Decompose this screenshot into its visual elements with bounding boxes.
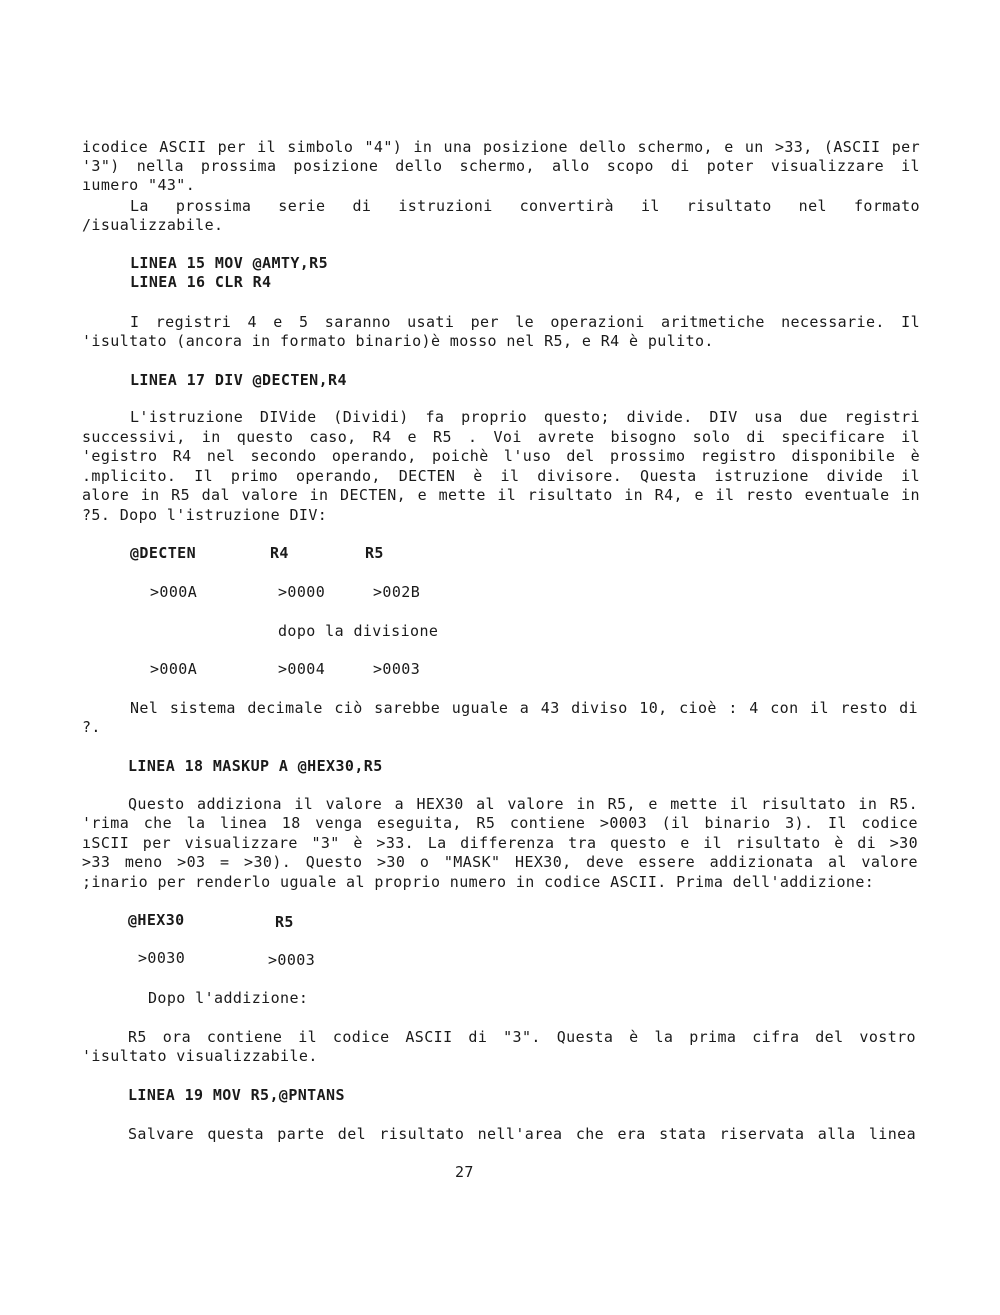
code-line: LINEA 15 MOV @AMTY,R5 bbox=[130, 254, 329, 272]
text-line: L'istruzione DIVide (Dividi) fa proprio questo; divide. DIV usa due registri bbox=[130, 408, 920, 426]
text-line: I registri 4 e 5 saranno usati per le operazioni aritmetiche necessarie. Il bbox=[130, 313, 920, 331]
table-header: R5 bbox=[275, 913, 294, 931]
code-line: LINEA 19 MOV R5,@PNTANS bbox=[128, 1086, 345, 1104]
table-cell: >0003 bbox=[268, 951, 316, 969]
table-cell: >002B bbox=[373, 583, 421, 601]
table-cell: >000A bbox=[150, 583, 198, 601]
code-line: LINEA 17 DIV @DECTEN,R4 bbox=[130, 371, 347, 389]
text-line: icodice ASCII per il simbolo "4") in una posizione dello schermo, e un >33, (ASCII per bbox=[82, 138, 920, 156]
text-line: 'isultato (ancora in formato binario)è mosso nel R5, e R4 è pulito. bbox=[82, 332, 714, 350]
table-header: R4 bbox=[270, 544, 289, 562]
text-line: '3") nella prossima posizione dello schermo, allo scopo di poter visualizzare il bbox=[82, 157, 920, 175]
code-line: LINEA 18 MASKUP A @HEX30,R5 bbox=[128, 757, 383, 775]
text-line: /isualizzabile. bbox=[82, 216, 224, 234]
text-line: R5 ora contiene il codice ASCII di "3". Questa è la prima cifra del vostro bbox=[128, 1028, 916, 1046]
text-line: ;inario per renderlo uguale al proprio numero in codice ASCII. Prima dell'addizione: bbox=[82, 873, 875, 891]
text-line: 'rima che la linea 18 venga eseguita, R5 contiene >0003 (il binario 3). Il codice bbox=[82, 814, 918, 832]
text-line: .mplicito. Il primo operando, DECTEN è il divisore. Questa istruzione divide il bbox=[82, 467, 920, 485]
table-header: @HEX30 bbox=[128, 911, 185, 929]
table-caption: dopo la divisione bbox=[278, 622, 439, 640]
table-header: @DECTEN bbox=[130, 544, 197, 562]
table-cell: >0003 bbox=[373, 660, 421, 678]
page-number: 27 bbox=[455, 1163, 474, 1181]
text-line: >33 meno >03 = >30). Questo >30 o "MASK" HEX30, deve essere addizionata al valore bbox=[82, 853, 918, 871]
text-line: Salvare questa parte del risultato nell'area che era stata riservata alla linea bbox=[128, 1125, 916, 1143]
table-cell: >0004 bbox=[278, 660, 326, 678]
text-line: ıSCII per visualizzare "3" è >33. La differenza tra questo e il risultato è di >30 bbox=[82, 834, 918, 852]
table-cell: >0030 bbox=[138, 949, 186, 967]
text-line: successivi, in questo caso, R4 e R5 . Voi avrete bisogno solo di specificare il bbox=[82, 428, 920, 446]
table-header: R5 bbox=[365, 544, 384, 562]
table-caption: Dopo l'addizione: bbox=[148, 989, 309, 1007]
text-line: 'isultato visualizzabile. bbox=[82, 1047, 318, 1065]
text-line: ?5. Dopo l'istruzione DIV: bbox=[82, 506, 328, 524]
text-line: 'egistro R4 nel secondo operando, poichè l'uso del prossimo registro disponibile è bbox=[82, 447, 920, 465]
table-cell: >000A bbox=[150, 660, 198, 678]
text-line: La prossima serie di istruzioni convertirà il risultato nel formato bbox=[130, 197, 920, 215]
table-cell: >0000 bbox=[278, 583, 326, 601]
text-line: ?. bbox=[82, 718, 101, 736]
text-line: alore in R5 dal valore in DECTEN, e mette il risultato in R4, e il resto eventuale in bbox=[82, 486, 920, 504]
text-line: Nel sistema decimale ciò sarebbe uguale a 43 diviso 10, cioè : 4 con il resto di bbox=[130, 699, 918, 717]
text-line: ıumero "43". bbox=[82, 176, 196, 194]
text-line: Questo addiziona il valore a HEX30 al valore in R5, e mette il risultato in R5. bbox=[128, 795, 918, 813]
code-line: LINEA 16 CLR R4 bbox=[130, 273, 272, 291]
